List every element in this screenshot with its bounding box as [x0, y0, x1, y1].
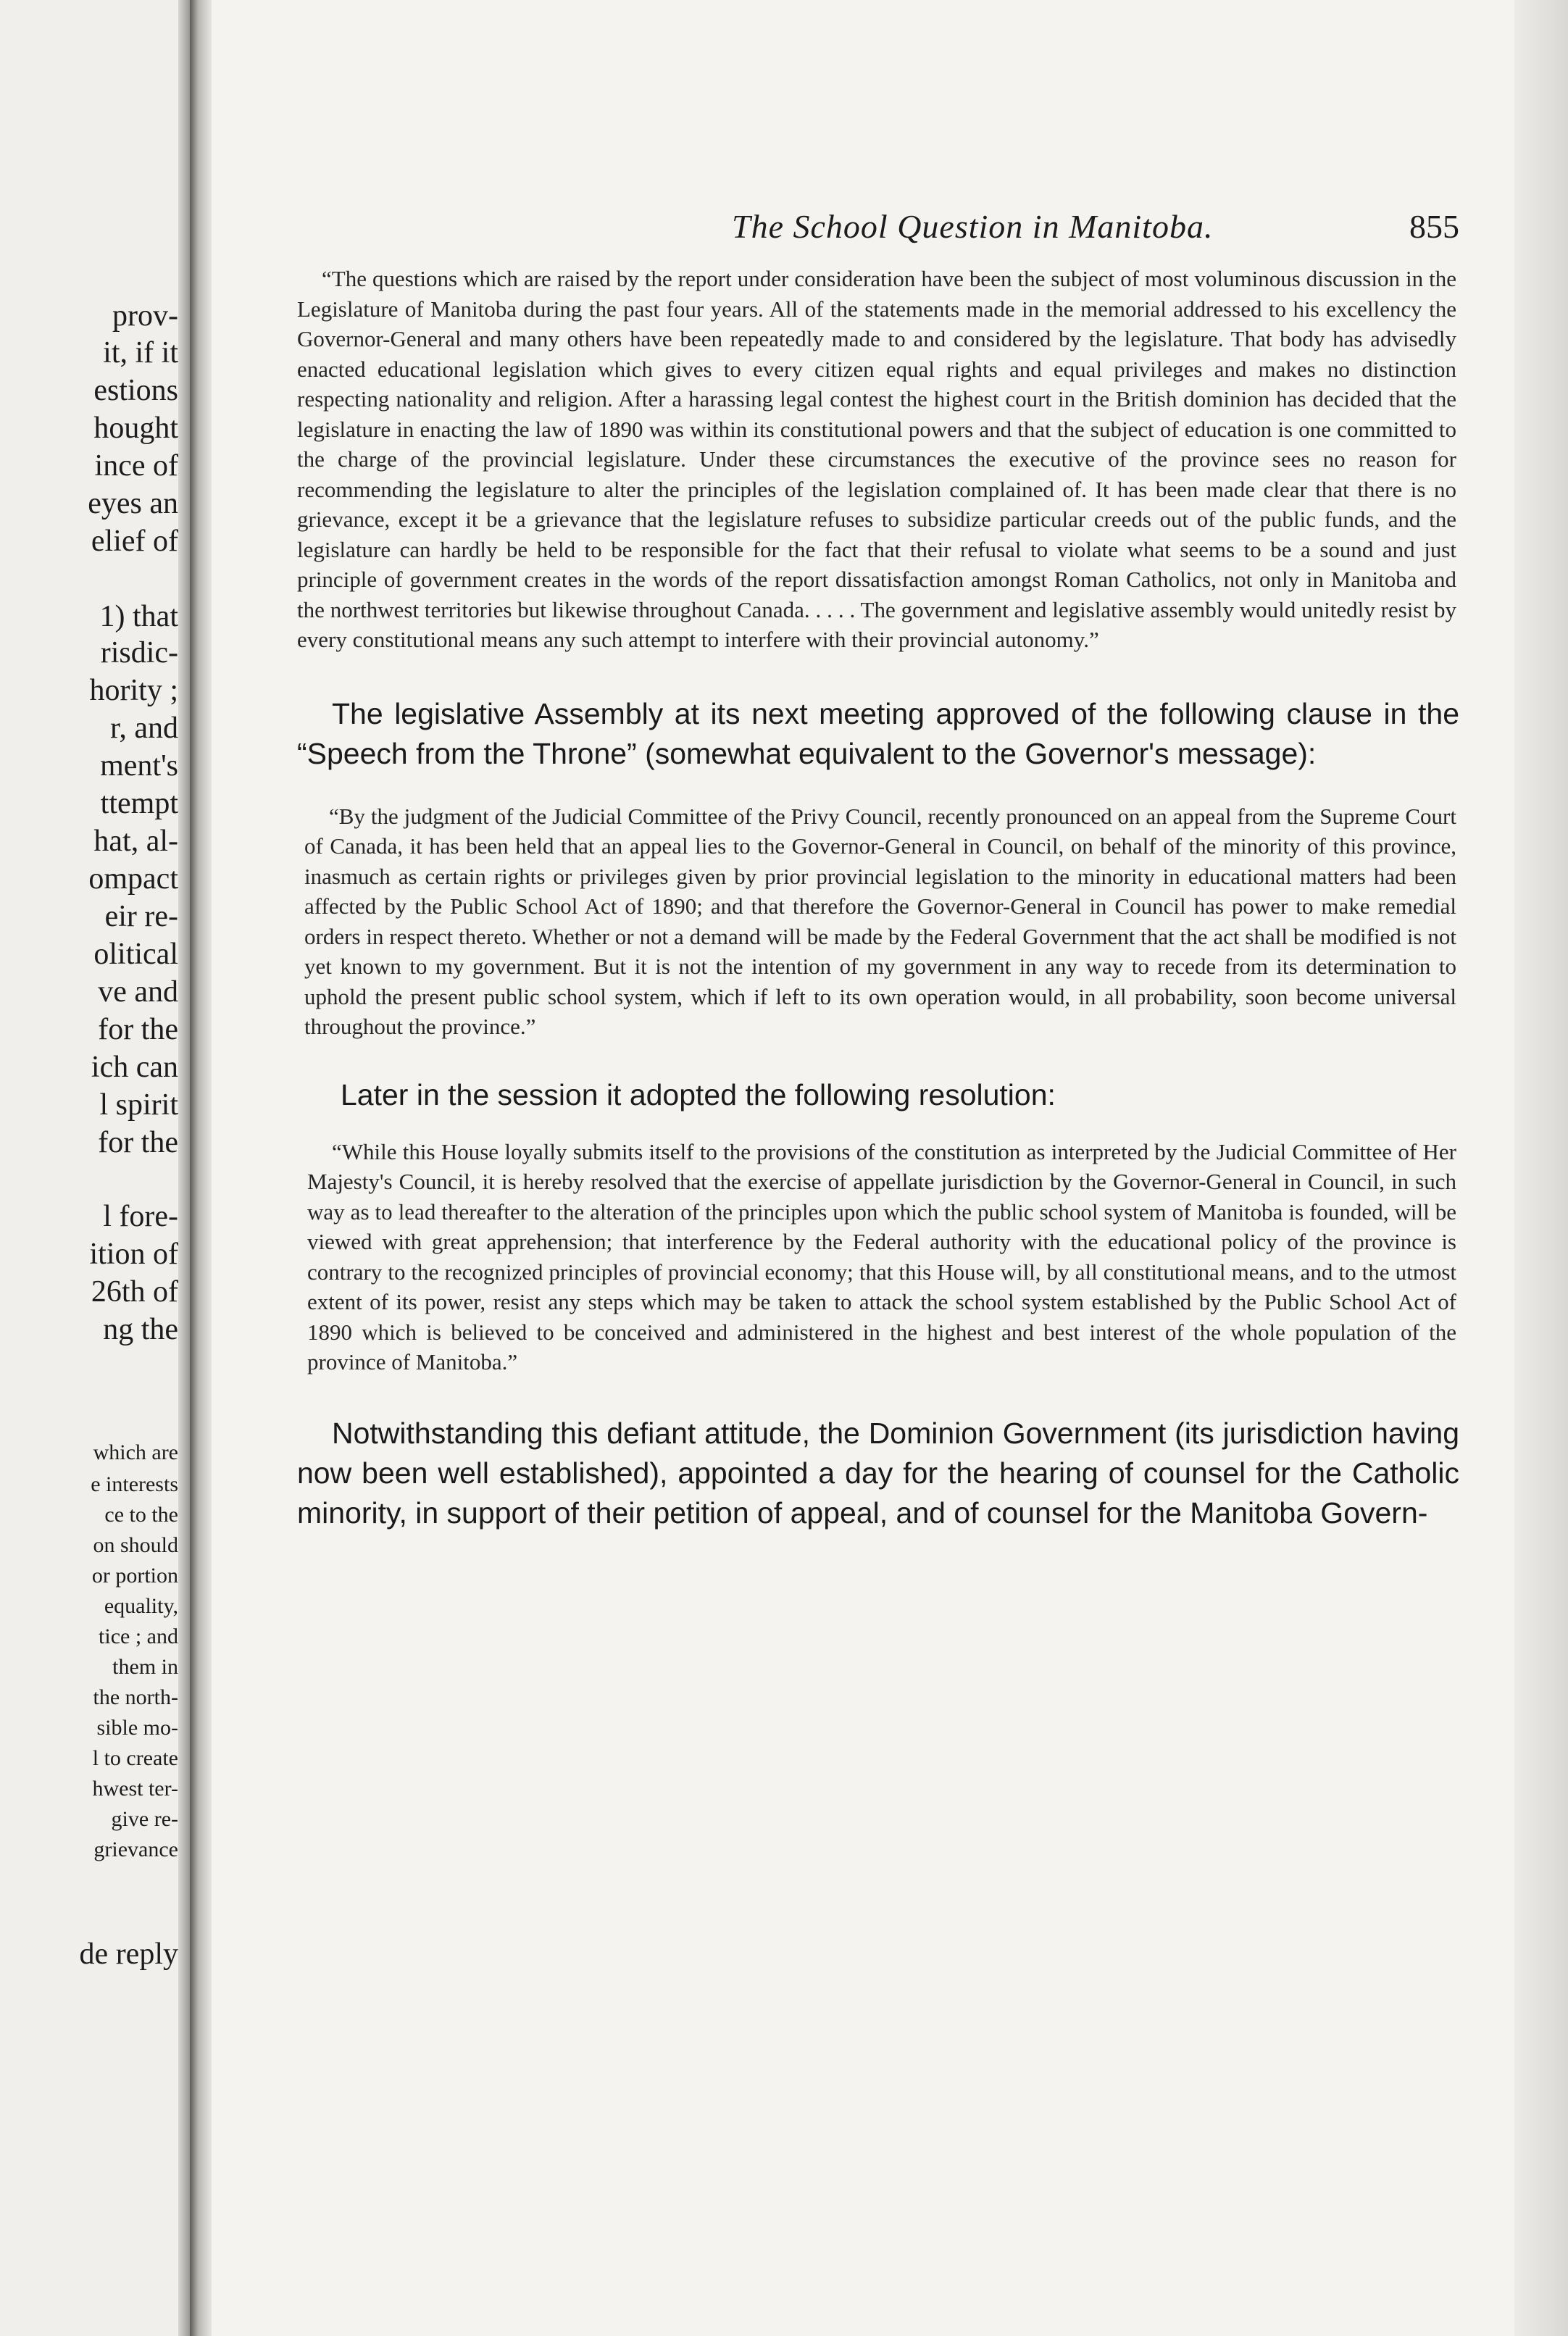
previous-page-text-fragment: eir re- [104, 900, 178, 933]
previous-page-text-fragment: them in [112, 1655, 178, 1679]
previous-page-text-fragment: ompact [88, 862, 178, 896]
previous-page-text-fragment: or portion [91, 1564, 178, 1588]
page-content [297, 207, 1459, 1533]
previous-page-text-fragment: l fore- [103, 1200, 178, 1233]
previous-page-text-fragment: e interests [91, 1472, 178, 1496]
previous-page-text-fragment: the north- [93, 1685, 178, 1709]
previous-page-text-fragment: hority ; [89, 674, 178, 707]
previous-page-text-fragment: for the [98, 1013, 178, 1046]
previous-page-text-fragment: tice ; and [99, 1624, 178, 1648]
quoted-resolution: “While this House loyally submits itself to the provisions of the constitution as interpreted by the Judicial Committee of Her Majesty's Council, it is hereby resolved that the exercise of appellate jurisdiction by the Governor-General in Council, in such way as to lead thereafter to the alteration of the principles upon which the public school system of Manitoba is founded, will be viewed with great apprehension; that interference by the Federal authority with the educational policy of the province is contrary to the recognized principles of provincial economy; that this House will, by all constitutional means, and to the utmost extent of its power, resist any steps which may be taken to attack the school system established by the Public School Act of 1890 which is believed to be conceived and administered in the highest and best interest of the whole population of the province of Manitoba.” [307, 1138, 1456, 1375]
previous-page-text-fragment: ition of [89, 1238, 178, 1271]
previous-page-edge [0, 0, 190, 2336]
running-title: The School Question in Manitoba. [732, 208, 1214, 245]
previous-page-text-fragment: ve and [98, 975, 178, 1009]
previous-page-text-fragment: ttempt [100, 787, 178, 820]
previous-page-text-fragment: ment's [100, 749, 178, 783]
previous-page-text-fragment: for the [98, 1126, 178, 1159]
previous-page-text-fragment: on should [93, 1533, 178, 1557]
previous-page-text-fragment: it, if it [103, 336, 178, 370]
page-number: 855 [1409, 208, 1459, 245]
previous-page-text-fragment: l to create [92, 1746, 178, 1770]
previous-page-text-fragment: 26th of [91, 1275, 178, 1309]
body-paragraph-resolution-intro: Later in the session it adopted the following resolution: [341, 1077, 1056, 1111]
previous-page-text-fragment: prov- [112, 299, 178, 333]
page [212, 0, 1514, 2336]
previous-page-text-fragment: equality, [104, 1594, 178, 1618]
previous-page-text-fragment: which are [93, 1440, 178, 1464]
previous-page-text-fragment: olitical [93, 938, 178, 971]
previous-page-text-fragment: ng the [103, 1313, 178, 1346]
previous-page-text-fragment: estions [93, 374, 178, 407]
page-right-edge [1514, 0, 1568, 2336]
previous-page-text-fragment: sible mo- [96, 1716, 178, 1740]
previous-page-text-fragment: hat, al- [93, 825, 178, 858]
quoted-response: “The questions which are raised by the report under consideration have been the subject of most voluminous discussion in the Legislature of Manitoba during the past four years. All of the statements made in the memorial addressed to his excellency the Governor-General and many others have been repeatedly made to and considered by the legislature. That body has advisedly enacted educational legislation which gives to every citizen equal rights and equal privileges and makes no distinction respecting nationality and religion. After a harassing legal contest the highest court in the British dominion has decided that the legislature in enacting the law of 1890 was within its constitutional powers and that the subject of education is one committed to the charge of the provincial legislature. Under these circumstances the executive of the province sees no reason for recommending the legislature to alter the principles of the legislation complained of. It has been made clear that there is no grievance, except it be a grievance that the legislature refuses to subsidize particular creeds out of the public funds, and the legislature can hardly be held to be responsible for the fact that their refusal to violate what seems to be a sound and just principle of government creates in the words of the report dissatisfaction amongst Roman Catholics, not only in Manitoba and the northwest territories but likewise throughout Canada. . . . . The government and legislative assembly would unitedly resist by every constitutional means any such attempt to interfere with their provincial autonomy.” [297, 266, 1456, 652]
previous-page-text-fragment: elief of [91, 525, 178, 558]
previous-page-text-fragment: r, and [110, 712, 178, 745]
body-paragraph-speech-intro: The legislative Assembly at its next meeting approved of the following clause in the “Speech from the Throne” (somewhat equivalent to the Governor's message): [297, 696, 1459, 770]
previous-page-text-fragment: give re- [111, 1807, 178, 1831]
gutter-shadow [178, 0, 190, 2336]
previous-page-text-fragment: 1) that [99, 600, 178, 633]
body-paragraph-dominion-government: Notwithstanding this defiant attitude, the Dominion Government (its jurisdiction having now been well established), appointed a day for the hearing of counsel for the Catholic minority, in support of their petition of appeal, and of counsel for the Manitoba Govern- [297, 1416, 1459, 1530]
quoted-speech-from-throne: “By the judgment of the Judicial Committee of the Privy Council, recently pronounced on an appeal from the Supreme Court of Canada, it has been held that an appeal lies to the Governor-General in Council, on behalf of the minority of this province, inasmuch as certain rights or privileges given by prior provincial legislation to the minority in educational matters had been affected by the Public School Act of 1890; and that therefore the Governor-General in Council has power to make remedial orders in respect thereto. Whether or not a demand will be made by the Federal Government that the act shall be modified is not yet known to my government. But it is not the intention of my government in any way to recede from its determination to uphold the present public school system, which if left to its own operation would, in all probability, soon become universal throughout the province.” [304, 803, 1456, 1039]
previous-page-text-fragment: hwest ter- [92, 1777, 178, 1801]
previous-page-text-fragment: ce to the [104, 1503, 178, 1527]
book-spine [190, 0, 212, 2336]
previous-page-text-fragment: risdic- [100, 636, 178, 669]
previous-page-text-fragment: l spirit [99, 1088, 178, 1122]
previous-page-text-fragment: ince of [94, 449, 178, 483]
previous-page-text-fragment: ich can [91, 1051, 178, 1084]
running-head [297, 207, 1459, 254]
previous-page-text-fragment: de reply [79, 1937, 178, 1971]
previous-page-text-fragment: grievance [93, 1837, 178, 1861]
previous-page-text-fragment: eyes an [88, 487, 178, 520]
previous-page-text-fragment: hought [93, 412, 178, 445]
